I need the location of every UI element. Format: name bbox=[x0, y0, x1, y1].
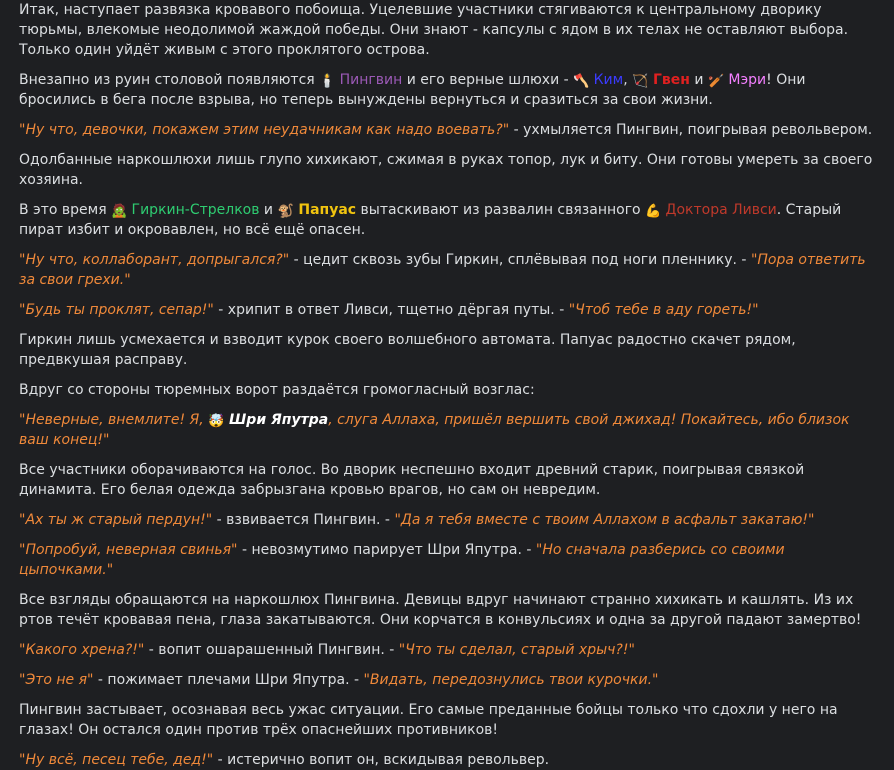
narration-text: Все участники оборачиваются на голос. Во дворик неспешно входит древний старик, поигрывая связкой динамита. Его белая одежда забрызгана кровью врагов, но сам он невредим. bbox=[19, 462, 805, 498]
quote-text: "Неверные, внемлите! Я, bbox=[19, 412, 209, 428]
character-name: Ким bbox=[589, 72, 624, 88]
narration-text: Итак, наступает развязка кровавого побоища. Уцелевшие участники стягиваются к центральному дворику тюрьмы, влекомые неодолимой жаждой победы. Они знают - капсулы с ядом в их телах не оставляют выбора. Только один уйдёт живым с этого проклятого острова. bbox=[19, 2, 849, 58]
quote-text: "Ну что, девочки, покажем этим неудачникам как надо воевать?" bbox=[19, 122, 510, 138]
quote-text: "Видать, передознулись твои курочки." bbox=[363, 672, 659, 688]
narration-text: - невозмутимо парирует Шри Япутра. - bbox=[237, 542, 536, 558]
message-paragraph bbox=[19, 510, 876, 530]
character-name: Шри Япутра bbox=[224, 412, 329, 428]
quote-text: "Ну что, коллаборант, допрыгался?" bbox=[19, 252, 290, 268]
message-paragraph bbox=[19, 670, 876, 690]
monkey-icon: 🐒 bbox=[277, 204, 294, 219]
character-name: Доктора Ливси bbox=[661, 202, 777, 218]
message-paragraph bbox=[19, 150, 876, 190]
narration-text: Одолбанные наркошлюхи лишь глупо хихикают, сжимая в руках топор, лук и биту. Они готовы умереть за своего хозяина. bbox=[19, 152, 873, 188]
message-paragraph bbox=[19, 460, 876, 500]
narration-text: - хрипит в ответ Ливси, тщетно дёргая путы. - bbox=[213, 302, 569, 318]
narration-text: - взвивается Пингвин. - bbox=[212, 512, 395, 528]
quote-text: "Но сначала разберись со своими цыпочками." bbox=[19, 542, 785, 578]
candle-icon: 🕯️ bbox=[319, 74, 336, 89]
narration-text: - пожимает плечами Шри Япутра. - bbox=[93, 672, 364, 688]
character-name: Гиркин-Стрелков bbox=[127, 202, 260, 218]
message-paragraph bbox=[19, 640, 876, 660]
narration-text: , bbox=[623, 72, 633, 88]
quote-text: "Пора ответить за свои грехи." bbox=[19, 252, 866, 288]
character-name: Гвен bbox=[648, 72, 690, 88]
narration-text: Вдруг со стороны тюремных ворот раздаётся громогласный возглас: bbox=[19, 382, 535, 398]
message-paragraph bbox=[19, 300, 876, 320]
character-name: Папуас bbox=[293, 202, 357, 218]
zombie-icon: 🧟 bbox=[111, 204, 128, 219]
flexed-bicep-icon: 💪 bbox=[645, 204, 662, 219]
message-paragraph bbox=[19, 700, 876, 740]
message-paragraph bbox=[19, 120, 876, 140]
message-paragraph bbox=[19, 0, 876, 60]
narration-text: - истерично вопит он, вскидывая револьвер. bbox=[213, 752, 550, 768]
narration-text: - ухмыляется Пингвин, поигрывая револьвером. bbox=[509, 122, 873, 138]
narration-text: Пингвин застывает, осознавая весь ужас ситуации. Его самые преданные бойцы только что сдохли у него на глазах! Он остался один против трёх опаснейших противников! bbox=[19, 702, 838, 738]
message-paragraph bbox=[19, 330, 876, 370]
message-paragraph bbox=[19, 540, 876, 580]
message-paragraph bbox=[19, 750, 876, 770]
narration-text: и bbox=[689, 72, 708, 88]
message-paragraph bbox=[19, 70, 876, 110]
message-paragraph bbox=[19, 410, 876, 450]
quote-text: "Будь ты проклят, сепар!" bbox=[19, 302, 214, 318]
narration-text: В это время bbox=[19, 202, 112, 218]
quote-text: , слуга Аллаха, пришёл вершить свой джихад! Покайтесь, ибо близок ваш конец!" bbox=[19, 412, 850, 448]
narration-text: и его верные шлюхи - bbox=[402, 72, 574, 88]
exploding-head-icon: 🤯 bbox=[208, 414, 225, 429]
quote-text: "Чтоб тебе в аду гореть!" bbox=[568, 302, 759, 318]
message-paragraph bbox=[19, 250, 876, 290]
quote-text: "Да я тебя вместе с твоим Аллахом в асфальт закатаю!" bbox=[394, 512, 815, 528]
narration-text: Все взгляды обращаются на наркошлюх Пингвина. Девицы вдруг начинают странно хихикать и кашлять. Из их ртов течёт кровавая пена, глаза закатываются. Они корчатся в конвульсиях и одна за другой падают замертво! bbox=[19, 592, 862, 628]
quote-text: "Какого хрена?!" bbox=[19, 642, 145, 658]
bow-icon: 🏹 bbox=[632, 74, 649, 89]
narration-text: Внезапно из руин столовой появляются bbox=[19, 72, 320, 88]
message-paragraph bbox=[19, 380, 876, 400]
narration-text: вытаскивают из развалин связанного bbox=[356, 202, 646, 218]
narration-text: - цедит сквозь зубы Гиркин, сплёвывая под ноги пленнику. - bbox=[289, 252, 751, 268]
bat-icon: 🏏 bbox=[707, 74, 725, 89]
message-paragraph bbox=[19, 590, 876, 630]
narration-text: ! Они бросились в бега после взрыва, но теперь вынуждены вернуться и сразиться за свои жизни. bbox=[19, 72, 806, 108]
message-paragraph bbox=[19, 200, 876, 240]
quote-text: "Что ты сделал, старый хрыч?!" bbox=[398, 642, 635, 658]
character-name: Пингвин bbox=[335, 72, 403, 88]
character-name: Мэри bbox=[723, 72, 767, 88]
quote-text: "Попробуй, неверная свинья" bbox=[19, 542, 238, 558]
narration-text: и bbox=[259, 202, 278, 218]
narration-text: - вопит ошарашенный Пингвин. - bbox=[144, 642, 399, 658]
quote-text: "Ну всё, песец тебе, дед!" bbox=[19, 752, 214, 768]
narration-text: . Старый пират избит и окровавлен, но всё ещё опасен. bbox=[19, 202, 842, 238]
quote-text: "Ах ты ж старый пердун!" bbox=[19, 512, 213, 528]
narration-text: Гиркин лишь усмехается и взводит курок своего волшебного автомата. Папуас радостно скачет рядом, предвкушая расправу. bbox=[19, 332, 796, 368]
quote-text: "Это не я" bbox=[19, 672, 94, 688]
axe-icon: 🪓 bbox=[573, 74, 590, 89]
